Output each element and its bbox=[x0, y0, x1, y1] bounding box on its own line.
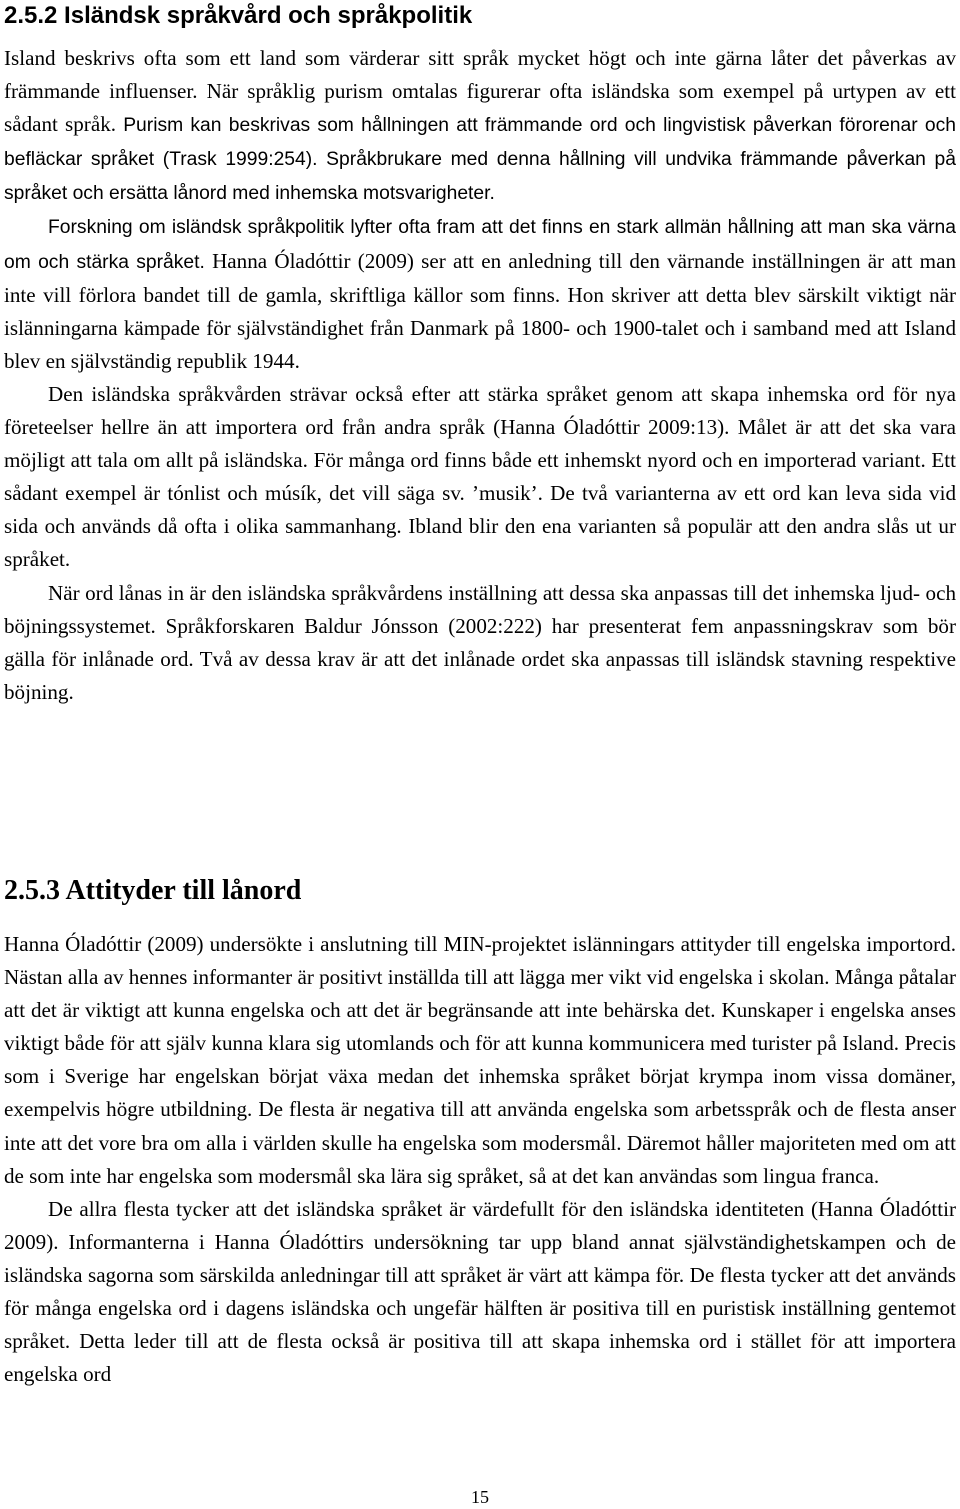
paragraph-sans-text: Purism kan beskrivas som hållningen att främmande ord och lingvistisk påverkan förorenar och befläckar språket (Trask 1999:254). Språkbrukare med denna hållning vill undvika främmande påverkan på språket och ersätta lånord med inhemska motsvarigheter. bbox=[4, 115, 956, 205]
section-heading-2-5-3: 2.5.3 Attityder till lånord bbox=[4, 875, 302, 906]
paragraph-sans-text: Forskning om isländsk språkpolitik lyfter ofta fram att det finns en stark allmän hållning att man ska värna om och stärka språket. bbox=[4, 217, 956, 273]
page-number: 15 bbox=[471, 1487, 489, 1507]
section-body-2-5-2 bbox=[4, 42, 956, 709]
paragraph-serif-text: Hanna Óladóttir (2009) ser att en anledning till den värnande inställningen är att man inte vill förlora bandet till de gamla, skriftliga källor som finns. Hon skriver att detta blev särskilt viktigt när islänningarna kämpade för självständighet från Danmark på 1800- och 1900-talet och i samband med att Island blev en självständig republik 1944. bbox=[4, 248, 956, 373]
paragraph: När ord lånas in är den isländska språkvårdens inställning att dessa ska anpassas till det inhemska ljud- och böjningssystemet. Språkforskaren Baldur Jónsson (2002:222) har presenterat fem anpassningskrav som bör gälla för inlånade ord. Två av dessa krav är att det inlånade ordet ska anpassas till isländsk stavning respektive böjning. bbox=[4, 580, 956, 704]
paragraph bbox=[4, 42, 956, 210]
paragraph: Den isländska språkvården strävar också efter att stärka språket genom att skapa inhemska ord för nya företeelser hellre än att importera ord från andra språk (Hanna Óladóttir 2009:13). Målet är att det ska vara möjligt att tala om allt på isländska. För många ord finns både ett inhemskt nyord och en importerad variant. Ett sådant exempel är tónlist och músík, det vill säga sv. ’musik’. De två varianterna av ett ord kan leva sida vid sida och används då ofta i olika sammanhang. Ibland blir den ena varianten så populär att den andra slås ut ur språket. bbox=[4, 381, 956, 572]
section-body-2-5-3 bbox=[4, 928, 956, 1391]
paragraph: De allra flesta tycker att det isländska språket är värdefullt för den isländska identiteten (Hanna Óladóttir 2009). Informanterna i Hanna Óladóttirs undersökning tar upp bland annat självständighetskampen och de isländska sagorna som särskilda anledningar till att språket är värt att kämpa för. De flesta tycker att det används för många engelska ord i dagens isländska och ungefär hälften är positiva till en puristisk inställning gentemot språket. Detta leder till att de flesta också är positiva till att skapa inhemska ord i stället för att importera engelska ord bbox=[4, 1196, 956, 1387]
section-heading-2-5-2: 2.5.2 Isländsk språkvård och språkpolitik bbox=[4, 2, 473, 29]
paragraph-serif-text: Island beskrivs ofta som ett land som värderar sitt språk mycket högt och inte gärna låter det påverkas av främmande influenser. När språklig purism omtalas figurerar ofta isländska som exempel på urtypen av ett sådant språk. bbox=[4, 46, 956, 137]
paragraph: Hanna Óladóttir (2009) undersökte i anslutning till MIN-projektet islänningars attityder till engelska importord. Nästan alla av hennes informanter är positivt inställda till att lägga mer vikt vid engelska i skolan. Många påtalar att det är viktigt att kunna engelska och att det är begränsande att inte behärska det. Kunskaper i engelska anses viktigt både för att själv kunna klara sig utomlands och för att kunna kommunicera med turister på Island. Precis som i Sverige har engelskan börjat växa medan det inhemska språket börjat krympa inom vissa domäner, exempelvis högre utbildning. De flesta är negativa till att använda engelska som arbetsspråk och de flesta anser inte att det vore bra om alla i världen skulle ha engelska som modersmål. Däremot håller majoriteten med om att de som inte har engelska som modersmål ska lära sig språket, så at det kan användas som lingua franca. bbox=[4, 932, 956, 1188]
paragraph bbox=[4, 210, 956, 377]
